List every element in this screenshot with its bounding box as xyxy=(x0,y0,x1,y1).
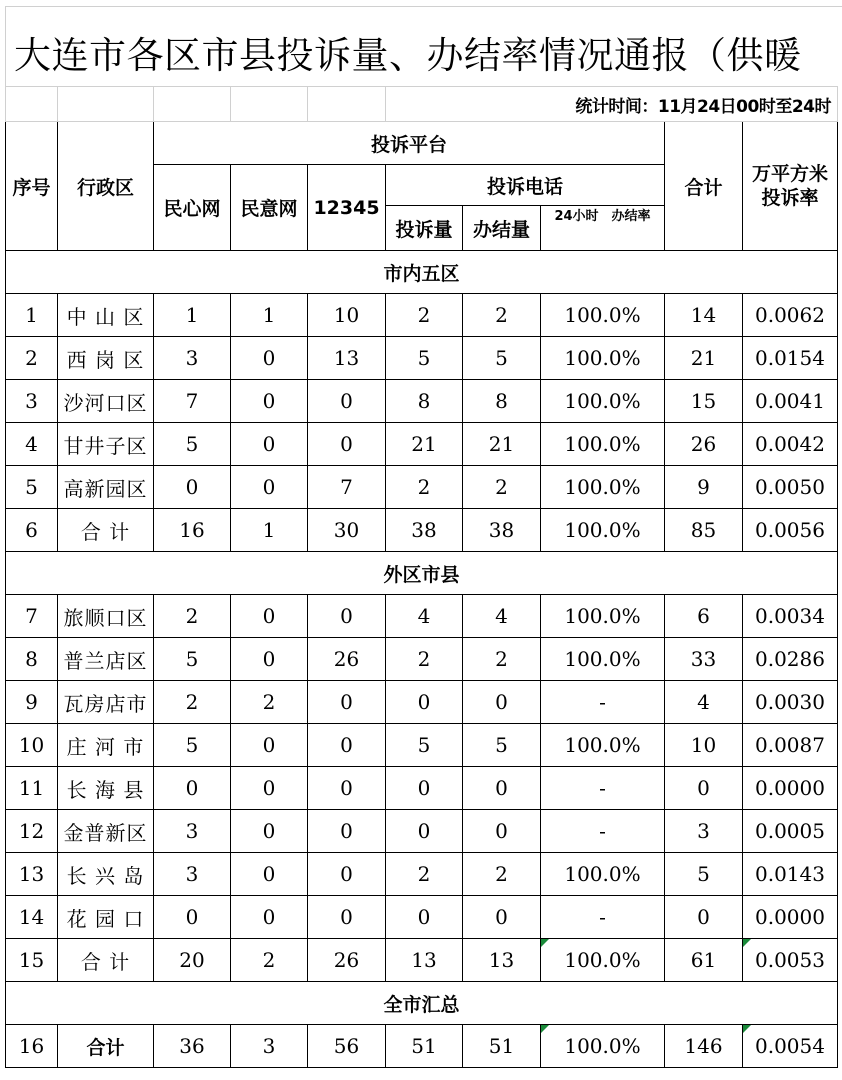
total-cell[interactable]: 15 xyxy=(665,380,743,423)
resolved-cell[interactable]: 0 xyxy=(463,681,541,724)
header-platform[interactable]: 投诉平台 xyxy=(154,122,665,165)
seq-cell[interactable]: 15 xyxy=(6,939,58,982)
minyi-cell[interactable]: 0 xyxy=(231,380,308,423)
complaints-cell[interactable]: 0 xyxy=(386,810,463,853)
complaints-cell[interactable]: 2 xyxy=(386,294,463,337)
header-resolved[interactable]: 办结量 xyxy=(463,206,541,251)
resolved-cell[interactable]: 5 xyxy=(463,337,541,380)
hotline-cell[interactable]: 26 xyxy=(308,939,386,982)
minxin-cell[interactable]: 5 xyxy=(154,638,231,681)
complaints-cell[interactable]: 2 xyxy=(386,638,463,681)
table-row xyxy=(6,423,838,466)
section-row-city xyxy=(6,982,838,1025)
rate-cell[interactable]: 100.0% xyxy=(541,423,665,466)
table-row xyxy=(6,509,838,552)
minyi-cell[interactable]: 0 xyxy=(231,853,308,896)
header-rate24[interactable]: 24小时 办结率 xyxy=(541,206,665,251)
per-10k-cell[interactable]: 0.0034 xyxy=(743,595,838,638)
table-row xyxy=(6,724,838,767)
seq-cell[interactable]: 11 xyxy=(6,767,58,810)
per-10k-cell[interactable]: 0.0005 xyxy=(743,810,838,853)
per-10k-cell[interactable]: 0.0041 xyxy=(743,380,838,423)
complaints-cell[interactable]: 0 xyxy=(386,896,463,939)
section-inner[interactable]: 市内五区 xyxy=(6,251,838,294)
table-row xyxy=(6,853,838,896)
minxin-cell[interactable]: 36 xyxy=(154,1025,231,1068)
per-10k-cell[interactable]: 0.0056 xyxy=(743,509,838,552)
rate-cell[interactable]: - xyxy=(541,767,665,810)
minyi-cell[interactable]: 0 xyxy=(231,595,308,638)
minyi-cell[interactable]: 0 xyxy=(231,896,308,939)
rate-cell[interactable]: 100.0% xyxy=(541,853,665,896)
minyi-cell[interactable]: 1 xyxy=(231,294,308,337)
complaints-cell[interactable]: 4 xyxy=(386,595,463,638)
complaints-cell[interactable]: 13 xyxy=(386,939,463,982)
resolved-cell[interactable]: 2 xyxy=(463,638,541,681)
table-row xyxy=(6,337,838,380)
table-row xyxy=(6,810,838,853)
total-cell[interactable]: 146 xyxy=(665,1025,743,1068)
hotline-cell[interactable]: 13 xyxy=(308,337,386,380)
per-10k-cell[interactable]: 0.0000 xyxy=(743,896,838,939)
per-10k-cell[interactable]: 0.0050 xyxy=(743,466,838,509)
table-row xyxy=(6,595,838,638)
per-10k-cell[interactable]: 0.0000 xyxy=(743,767,838,810)
minyi-cell[interactable]: 0 xyxy=(231,466,308,509)
seq-cell[interactable]: 14 xyxy=(6,896,58,939)
minyi-cell[interactable]: 2 xyxy=(231,681,308,724)
seq-cell[interactable]: 10 xyxy=(6,724,58,767)
total-cell[interactable]: 61 xyxy=(665,939,743,982)
hotline-cell[interactable]: 0 xyxy=(308,681,386,724)
minyi-cell[interactable]: 2 xyxy=(231,939,308,982)
seq-cell[interactable]: 9 xyxy=(6,681,58,724)
per-10k-cell[interactable]: 0.0062 xyxy=(743,294,838,337)
total-cell[interactable]: 21 xyxy=(665,337,743,380)
per-10k-cell[interactable]: 0.0053 xyxy=(743,939,838,982)
seq-cell[interactable]: 13 xyxy=(6,853,58,896)
district-cell[interactable]: 长 海 县 xyxy=(58,767,154,810)
seq-cell[interactable]: 16 xyxy=(6,1025,58,1068)
stat-row xyxy=(6,87,838,122)
per-10k-cell[interactable]: 0.0154 xyxy=(743,337,838,380)
table-row xyxy=(6,294,838,337)
resolved-cell[interactable]: 5 xyxy=(463,724,541,767)
complaints-cell[interactable]: 51 xyxy=(386,1025,463,1068)
hotline-cell[interactable]: 30 xyxy=(308,509,386,552)
minyi-cell[interactable]: 0 xyxy=(231,423,308,466)
per-10k-cell[interactable]: 0.0143 xyxy=(743,853,838,896)
section-outer[interactable]: 外区市县 xyxy=(6,552,838,595)
minxin-cell[interactable]: 3 xyxy=(154,853,231,896)
total-cell[interactable]: 4 xyxy=(665,681,743,724)
seq-cell[interactable]: 5 xyxy=(6,466,58,509)
minxin-cell[interactable]: 2 xyxy=(154,595,231,638)
minxin-cell[interactable]: 16 xyxy=(154,509,231,552)
per-10k-cell[interactable]: 0.0042 xyxy=(743,423,838,466)
minyi-cell[interactable]: 0 xyxy=(231,767,308,810)
header-12345[interactable]: 12345 xyxy=(308,165,386,251)
minxin-cell[interactable]: 3 xyxy=(154,337,231,380)
minyi-cell[interactable]: 0 xyxy=(231,810,308,853)
section-row-outer xyxy=(6,552,838,595)
minxin-cell[interactable]: 5 xyxy=(154,423,231,466)
rate-cell[interactable]: - xyxy=(541,810,665,853)
resolved-cell[interactable]: 0 xyxy=(463,810,541,853)
total-cell[interactable]: 33 xyxy=(665,638,743,681)
seq-cell[interactable]: 8 xyxy=(6,638,58,681)
title-row xyxy=(5,6,842,87)
resolved-cell[interactable]: 0 xyxy=(463,767,541,810)
minxin-cell[interactable]: 1 xyxy=(154,294,231,337)
seq-cell[interactable]: 1 xyxy=(6,294,58,337)
table-row xyxy=(6,681,838,724)
report-title[interactable]: 大连市各区市县投诉量、办结率情况通报（供暖 xyxy=(14,34,802,77)
hotline-cell[interactable]: 0 xyxy=(308,724,386,767)
rate-cell[interactable]: 100.0% xyxy=(541,724,665,767)
minyi-cell[interactable]: 3 xyxy=(231,1025,308,1068)
header-row-1 xyxy=(6,122,838,165)
rate-cell[interactable]: 100.0% xyxy=(541,509,665,552)
district-cell[interactable]: 甘井子区 xyxy=(58,423,154,466)
cell[interactable] xyxy=(231,87,308,122)
total-cell[interactable]: 0 xyxy=(665,767,743,810)
resolved-cell[interactable]: 13 xyxy=(463,939,541,982)
hotline-cell[interactable]: 7 xyxy=(308,466,386,509)
seq-cell[interactable]: 6 xyxy=(6,509,58,552)
hotline-cell[interactable]: 26 xyxy=(308,638,386,681)
table-row xyxy=(6,939,838,982)
district-cell[interactable]: 普兰店区 xyxy=(58,638,154,681)
header-total[interactable]: 合计 xyxy=(665,122,743,251)
cell[interactable] xyxy=(308,87,386,122)
hotline-cell[interactable]: 0 xyxy=(308,896,386,939)
district-cell[interactable]: 旅顺口区 xyxy=(58,595,154,638)
per-10k-cell[interactable]: 0.0286 xyxy=(743,638,838,681)
resolved-cell[interactable]: 0 xyxy=(463,896,541,939)
hotline-cell[interactable]: 0 xyxy=(308,595,386,638)
district-cell[interactable]: 庄 河 市 xyxy=(58,724,154,767)
hotline-cell[interactable]: 0 xyxy=(308,423,386,466)
rate-cell[interactable]: - xyxy=(541,896,665,939)
total-cell[interactable]: 85 xyxy=(665,509,743,552)
minyi-cell[interactable]: 0 xyxy=(231,337,308,380)
rate-cell[interactable]: 100.0% xyxy=(541,638,665,681)
total-cell[interactable]: 5 xyxy=(665,853,743,896)
complaints-cell[interactable]: 5 xyxy=(386,337,463,380)
complaints-cell[interactable]: 2 xyxy=(386,466,463,509)
minxin-cell[interactable]: 0 xyxy=(154,767,231,810)
minxin-cell[interactable]: 7 xyxy=(154,380,231,423)
district-cell[interactable]: 长 兴 岛 xyxy=(58,853,154,896)
rate-cell[interactable]: 100.0% xyxy=(541,939,665,982)
per-10k-cell[interactable]: 0.0054 xyxy=(743,1025,838,1068)
minxin-cell[interactable]: 2 xyxy=(154,681,231,724)
rate-cell[interactable]: 100.0% xyxy=(541,380,665,423)
rate-cell[interactable]: 100.0% xyxy=(541,466,665,509)
header-complaints[interactable]: 投诉量 xyxy=(386,206,463,251)
complaints-cell[interactable]: 8 xyxy=(386,380,463,423)
district-cell[interactable]: 沙河口区 xyxy=(58,380,154,423)
total-cell[interactable]: 6 xyxy=(665,595,743,638)
rate-cell[interactable]: 100.0% xyxy=(541,337,665,380)
minxin-cell[interactable]: 20 xyxy=(154,939,231,982)
header-per-10k[interactable]: 万平方米投诉率 xyxy=(743,122,838,251)
rate-cell[interactable]: 100.0% xyxy=(541,294,665,337)
minyi-cell[interactable]: 0 xyxy=(231,724,308,767)
resolved-cell[interactable]: 2 xyxy=(463,294,541,337)
hotline-cell[interactable]: 0 xyxy=(308,853,386,896)
district-cell[interactable]: 西 岗 区 xyxy=(58,337,154,380)
complaints-cell[interactable]: 5 xyxy=(386,724,463,767)
district-cell[interactable]: 金普新区 xyxy=(58,810,154,853)
table-row xyxy=(6,767,838,810)
resolved-cell[interactable]: 8 xyxy=(463,380,541,423)
hotline-cell[interactable]: 0 xyxy=(308,380,386,423)
per-10k-cell[interactable]: 0.0030 xyxy=(743,681,838,724)
district-cell[interactable]: 瓦房店市 xyxy=(58,681,154,724)
section-row-inner xyxy=(6,251,838,294)
complaints-cell[interactable]: 38 xyxy=(386,509,463,552)
complaints-cell[interactable]: 21 xyxy=(386,423,463,466)
district-cell[interactable]: 合计 xyxy=(58,1025,154,1068)
rate-cell[interactable]: - xyxy=(541,681,665,724)
total-cell[interactable]: 0 xyxy=(665,896,743,939)
district-cell[interactable]: 合 计 xyxy=(58,509,154,552)
minxin-cell[interactable]: 0 xyxy=(154,896,231,939)
stat-time[interactable]: 统计时间：11月24日00时至24时 xyxy=(386,87,838,122)
hotline-cell[interactable]: 56 xyxy=(308,1025,386,1068)
hotline-cell[interactable]: 0 xyxy=(308,810,386,853)
section-city[interactable]: 全市汇总 xyxy=(6,982,838,1025)
district-cell[interactable]: 中 山 区 xyxy=(58,294,154,337)
rate-cell[interactable]: 100.0% xyxy=(541,595,665,638)
cell[interactable] xyxy=(58,87,154,122)
header-phone[interactable]: 投诉电话 xyxy=(386,165,665,206)
resolved-cell[interactable]: 4 xyxy=(463,595,541,638)
report-table xyxy=(5,86,838,1068)
table-row xyxy=(6,896,838,939)
minxin-cell[interactable]: 3 xyxy=(154,810,231,853)
table-row xyxy=(6,380,838,423)
resolved-cell[interactable]: 51 xyxy=(463,1025,541,1068)
header-seq[interactable]: 序号 xyxy=(6,122,58,251)
complaints-cell[interactable]: 0 xyxy=(386,767,463,810)
rate-cell[interactable]: 100.0% xyxy=(541,1025,665,1068)
hotline-cell[interactable]: 10 xyxy=(308,294,386,337)
cell[interactable] xyxy=(6,87,58,122)
seq-cell[interactable]: 3 xyxy=(6,380,58,423)
hotline-cell[interactable]: 0 xyxy=(308,767,386,810)
resolved-cell[interactable]: 21 xyxy=(463,423,541,466)
resolved-cell[interactable]: 2 xyxy=(463,466,541,509)
resolved-cell[interactable]: 38 xyxy=(463,509,541,552)
header-district[interactable]: 行政区 xyxy=(58,122,154,251)
total-cell[interactable]: 3 xyxy=(665,810,743,853)
minxin-cell[interactable]: 5 xyxy=(154,724,231,767)
minyi-cell[interactable]: 1 xyxy=(231,509,308,552)
cell[interactable] xyxy=(154,87,231,122)
complaints-cell[interactable]: 2 xyxy=(386,853,463,896)
seq-cell[interactable]: 12 xyxy=(6,810,58,853)
minxin-cell[interactable]: 0 xyxy=(154,466,231,509)
district-cell[interactable]: 合 计 xyxy=(58,939,154,982)
seq-cell[interactable]: 4 xyxy=(6,423,58,466)
minyi-cell[interactable]: 0 xyxy=(231,638,308,681)
district-cell[interactable]: 高新园区 xyxy=(58,466,154,509)
complaints-cell[interactable]: 0 xyxy=(386,681,463,724)
header-minxin[interactable]: 民心网 xyxy=(154,165,231,251)
table-row xyxy=(6,1025,838,1068)
total-cell[interactable]: 14 xyxy=(665,294,743,337)
table-row xyxy=(6,638,838,681)
table-row xyxy=(6,466,838,509)
total-cell[interactable]: 9 xyxy=(665,466,743,509)
header-minyi[interactable]: 民意网 xyxy=(231,165,308,251)
total-cell[interactable]: 26 xyxy=(665,423,743,466)
seq-cell[interactable]: 7 xyxy=(6,595,58,638)
per-10k-cell[interactable]: 0.0087 xyxy=(743,724,838,767)
seq-cell[interactable]: 2 xyxy=(6,337,58,380)
district-cell[interactable]: 花 园 口 xyxy=(58,896,154,939)
resolved-cell[interactable]: 2 xyxy=(463,853,541,896)
total-cell[interactable]: 10 xyxy=(665,724,743,767)
